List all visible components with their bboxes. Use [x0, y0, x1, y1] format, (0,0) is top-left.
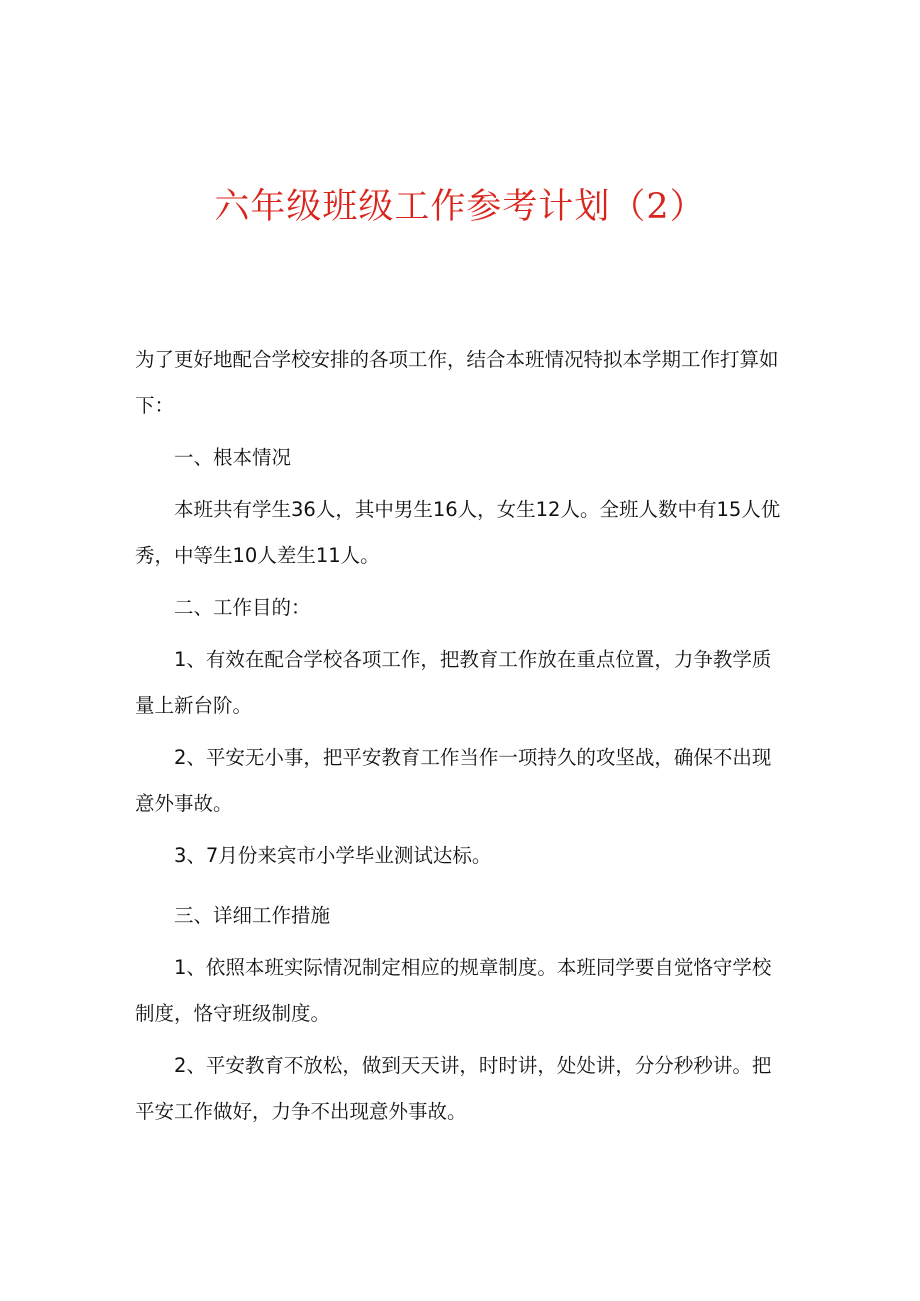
paragraph-measure-2: 2、平安教育不放松，做到天天讲，时时讲，处处讲，分分秒秒讲。把平安工作做好，力争不出现意外事故。	[135, 1054, 772, 1123]
heading-basic-situation: 一、根本情况	[174, 446, 292, 469]
paragraph-measure-1: 1、依照本班实际情况制定相应的规章制度。本班同学要自觉恪守学校制度，恪守班级制度。	[135, 956, 772, 1025]
heading-work-goals: 二、工作目的：	[174, 596, 311, 619]
paragraph-student-count: 本班共有学生36人，其中男生16人，女生12人。全班人数中有15人优秀，中等生10人差生11人。	[135, 498, 781, 567]
paragraph-goal-1: 1、有效在配合学校各项工作，把教育工作放在重点位置，力争教学质量上新台阶。	[135, 648, 772, 717]
heading-measures: 三、详细工作措施	[174, 904, 331, 927]
paragraph-goal-2: 2、平安无小事，把平安教育工作当作一项持久的攻坚战，确保不出现意外事故。	[135, 746, 772, 815]
paragraph-goal-3: 3、7月份来宾市小学毕业测试达标。	[174, 844, 492, 867]
document-title: 六年级班级工作参考计划（2）	[214, 187, 706, 227]
paragraph-intro: 为了更好地配合学校安排的各项工作，结合本班情况特拟本学期工作打算如下：	[135, 348, 779, 417]
document-body	[135, 337, 790, 1141]
